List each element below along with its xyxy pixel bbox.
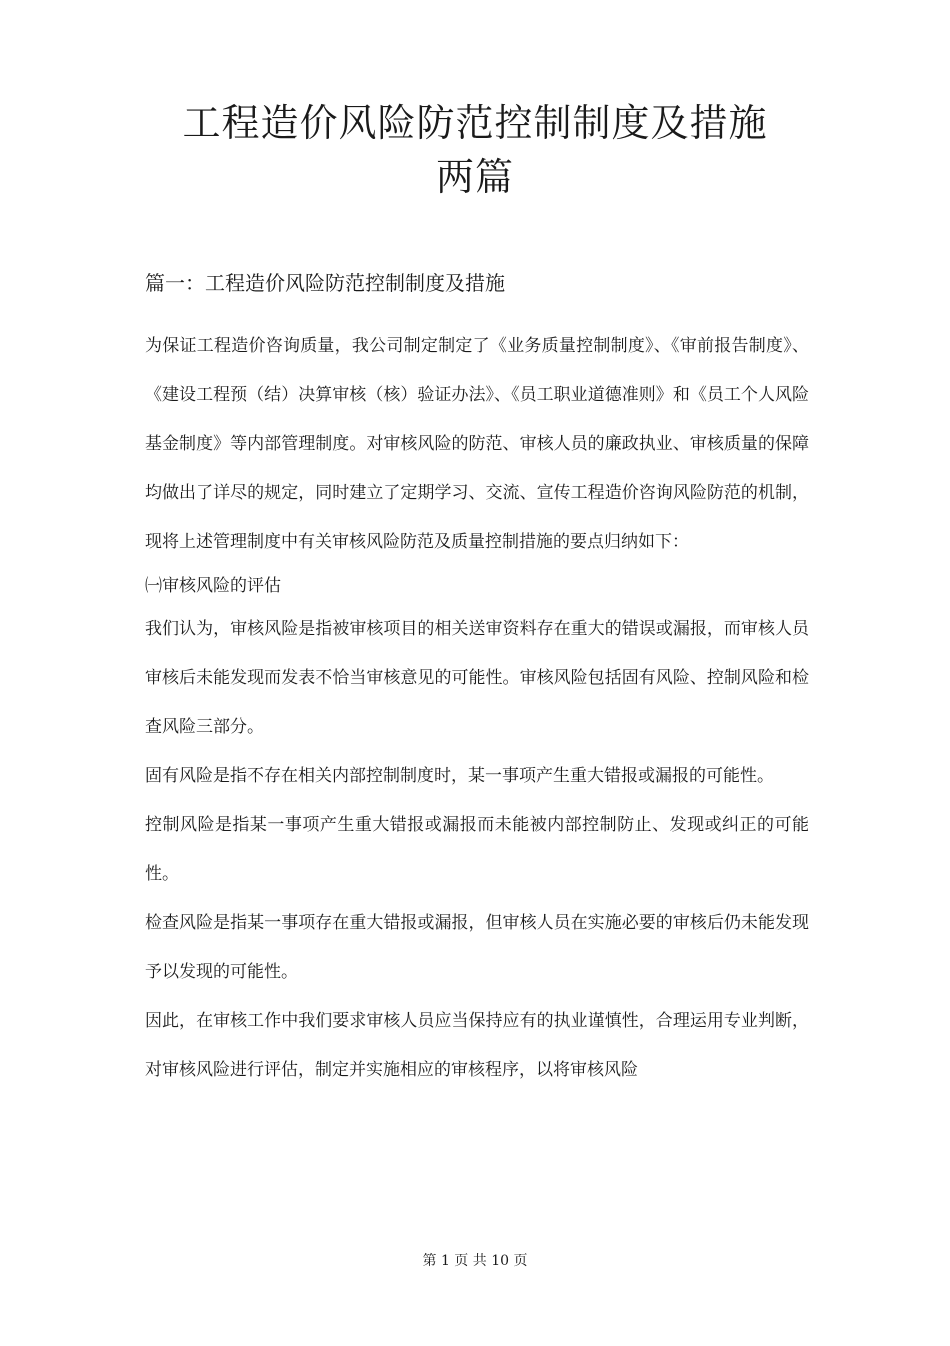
paragraph-audit-risk-definition: 我们认为，审核风险是指被审核项目的相关送审资料存在重大的错误或漏报，而审核人员审核后未能发现而发表不恰当审核意见的可能性。审核风险包括固有风险、控制风险和检查风险三部分。 xyxy=(145,619,809,737)
title-line-2: 两篇 xyxy=(435,155,514,199)
document-title xyxy=(100,96,850,204)
paragraph-detection-risk: 检查风险是指某一事项存在重大错报或漏报，但审核人员在实施必要的审核后仍未能发现予以发现的可能性。 xyxy=(145,913,809,982)
paragraph-intro: 为保证工程造价咨询质量，我公司制定制定了《业务质量控制制度》、《审前报告制度》、《建设工程预（结）决算审核（核）验证办法》、《员工职业道德准则》和《员工个人风险基金制度》等内部管理制度。对审核风险的防范、审核人员的廉政执业、审核质量的保障均做出了详尽的规定，同时建立了定期学习、交流、宣传工程造价咨询风险防范的机制，现将上述管理制度中有关审核风险防范及质量控制措施的要点归纳如下： xyxy=(145,336,809,552)
paragraph-control-risk: 控制风险是指某一事项产生重大错报或漏报而未能被内部控制防止、发现或纠正的可能性。 xyxy=(145,815,809,884)
section-heading: 篇一：工程造价风险防范控制制度及措施 xyxy=(145,271,505,295)
paragraph-inherent-risk: 固有风险是指不存在相关内部控制制度时，某一事项产生重大错报或漏报的可能性。 xyxy=(145,766,774,786)
paragraph-conclusion: 因此，在审核工作中我们要求审核人员应当保持应有的执业谨慎性，合理运用专业判断，对审核风险进行评估，制定并实施相应的审核程序，以将审核风险 xyxy=(145,1011,809,1080)
document-body xyxy=(145,322,809,1095)
title-line-1: 工程造价风险防范控制制度及措施 xyxy=(182,101,768,145)
subheading-risk-assessment: ㈠审核风险的评估 xyxy=(145,576,281,596)
page-footer: 第 1 页 共 10 页 xyxy=(422,1253,528,1269)
